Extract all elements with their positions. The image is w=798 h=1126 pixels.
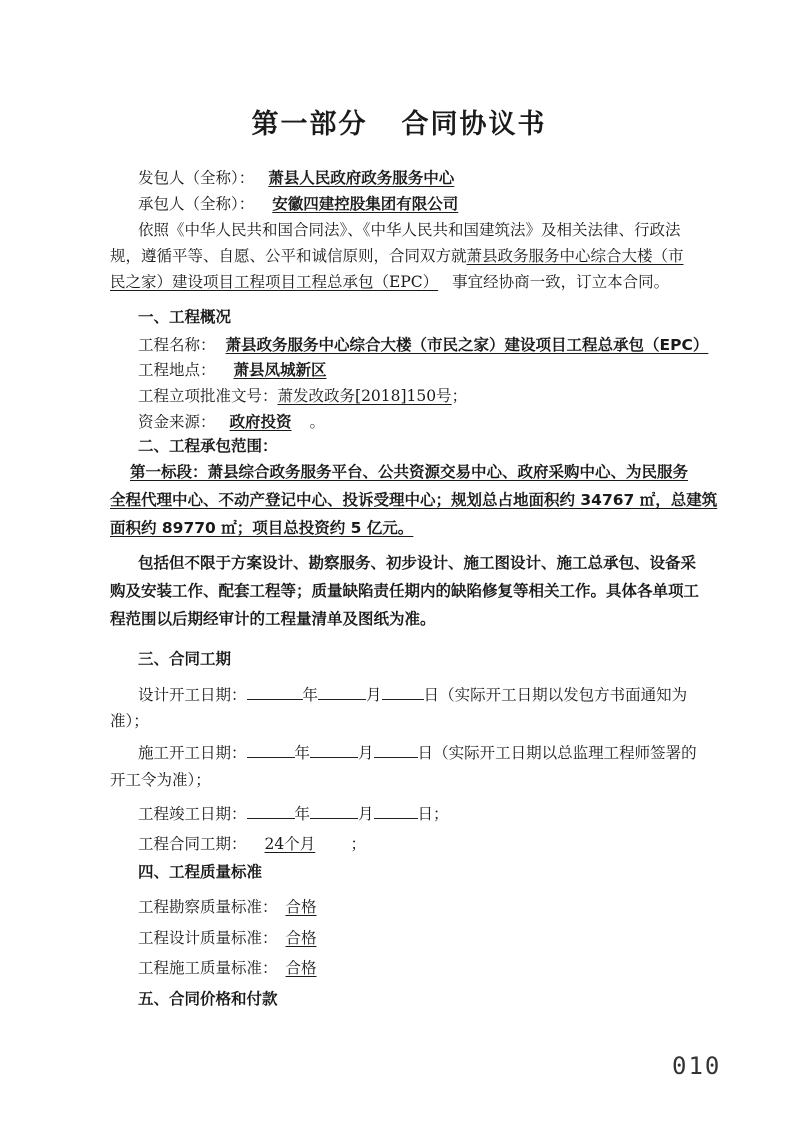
intro-text: 规，遵循平等、自愿、公平和诚信原则，合同双方就 [110,247,467,265]
design-start-note: （实际开工日期以发包方书面通知为 [439,686,688,704]
scope-line-2: 全程代理中心、不动产登记中心、投诉受理中心；规划总占地面积约 34767 ㎡，总建筑 [110,491,718,509]
project-site-label: 工程地点： [138,361,216,379]
survey-quality-line [138,897,342,917]
complete-line [138,804,449,824]
approval-end: ； [451,387,468,405]
design-start-label: 设计开工日期： [138,686,247,704]
employer-label: 发包人（全称）： [138,169,255,187]
construct-note-cont: 开工令为准）； [110,771,211,789]
fund-value: 政府投资 [229,413,292,431]
construct-quality-value: 合格 [285,959,317,977]
intro-line-1: 依照《中华人民共和国合同法》、《中华人民共和国建筑法》及相关法律、行政法 [138,221,681,239]
year-label: 年 [294,744,311,762]
section-1-heading: 一、工程概况 [138,308,232,326]
intro-line-2 [110,246,684,266]
intro-project: 萧县政务服务中心综合大楼（市 [466,247,684,265]
design-quality-value: 合格 [285,929,317,947]
construct-quality-label: 工程施工质量标准： [138,959,278,977]
scope-line-6: 程范围以后期经审计的工程量清单及图纸为准。 [110,610,436,628]
day-label: 日 [423,686,440,704]
title-name: 合同协议书 [401,109,547,140]
day-label: 日 [417,744,434,762]
design-start-line [138,685,687,705]
scope-line-1: 第一标段：萧县综合政务服务平台、公共资源交易中心、政府采购中心、为民服务 [130,463,689,481]
duration-end: ； [350,835,367,853]
employer-line [138,168,468,188]
duration-line [138,834,366,854]
design-note-cont: 准）； [110,712,149,730]
contractor-value: 安徽四建控股集团有限公司 [272,195,459,213]
duration-label: 工程合同工期： [138,835,247,853]
scope-line-5: 购及安装工作、配套工程等；质量缺陷责任期内的缺陷修复等相关工作。具体各单项工 [110,582,700,600]
design-quality-line [138,928,342,948]
fund-end: 。 [309,413,326,431]
section-4-heading: 四、工程质量标准 [138,863,263,881]
project-name-line [138,335,708,355]
employer-value: 萧县人民政府政务服务中心 [268,169,455,187]
fund-label: 资金来源： [138,413,216,431]
section-2-heading: 二、工程承包范围： [138,437,278,455]
section-3-heading: 三、合同工期 [138,650,232,668]
construct-quality-line [138,958,342,978]
section-5-heading: 五、合同价格和付款 [138,990,278,1008]
title-part: 第一部分 [251,109,368,140]
complete-end: 日； [417,805,449,823]
design-quality-label: 工程设计质量标准： [138,929,278,947]
construct-start-line [138,743,697,763]
month-label: 月 [366,686,382,704]
contractor-line [138,194,482,214]
duration-value: 24个月 [264,835,316,853]
project-name-label: 工程名称： [138,336,216,354]
month-label: 月 [358,805,374,823]
project-site-line [138,360,344,380]
complete-label: 工程竣工日期： [138,805,247,823]
survey-quality-value: 合格 [285,898,317,916]
page-number: 010 [672,1052,722,1080]
intro-line-3 [110,272,669,292]
construct-start-note: （实际开工日期以总监理工程师签署的 [433,744,697,762]
approval-line [138,386,467,406]
scope-line-4: 包括但不限于方案设计、勘察服务、初步设计、施工图设计、施工总承包、设备采 [138,554,697,572]
year-label: 年 [302,686,319,704]
fund-line [138,412,325,432]
project-name-value: 萧县政务服务中心综合大楼（市民之家）建设项目工程总承包（EPC） [225,336,709,354]
project-site-value: 萧县凤城新区 [233,361,327,379]
approval-value: 萧发改政务[2018]150号 [277,387,452,405]
year-label: 年 [294,805,311,823]
contractor-label: 承包人（全称）： [138,195,255,213]
intro-end: 事宜经协商一致，订立本合同。 [452,273,670,291]
approval-label: 工程立项批准文号： [138,387,278,405]
construct-start-label: 施工开工日期： [138,744,247,762]
month-label: 月 [358,744,374,762]
intro-project-cont: 民之家）建设项目工程项目工程总承包（EPC） [110,273,439,291]
scope-line-3: 面积约 89770 ㎡；项目总投资约 5 亿元。 [110,519,414,537]
page-title [0,102,798,141]
survey-quality-label: 工程勘察质量标准： [138,898,278,916]
